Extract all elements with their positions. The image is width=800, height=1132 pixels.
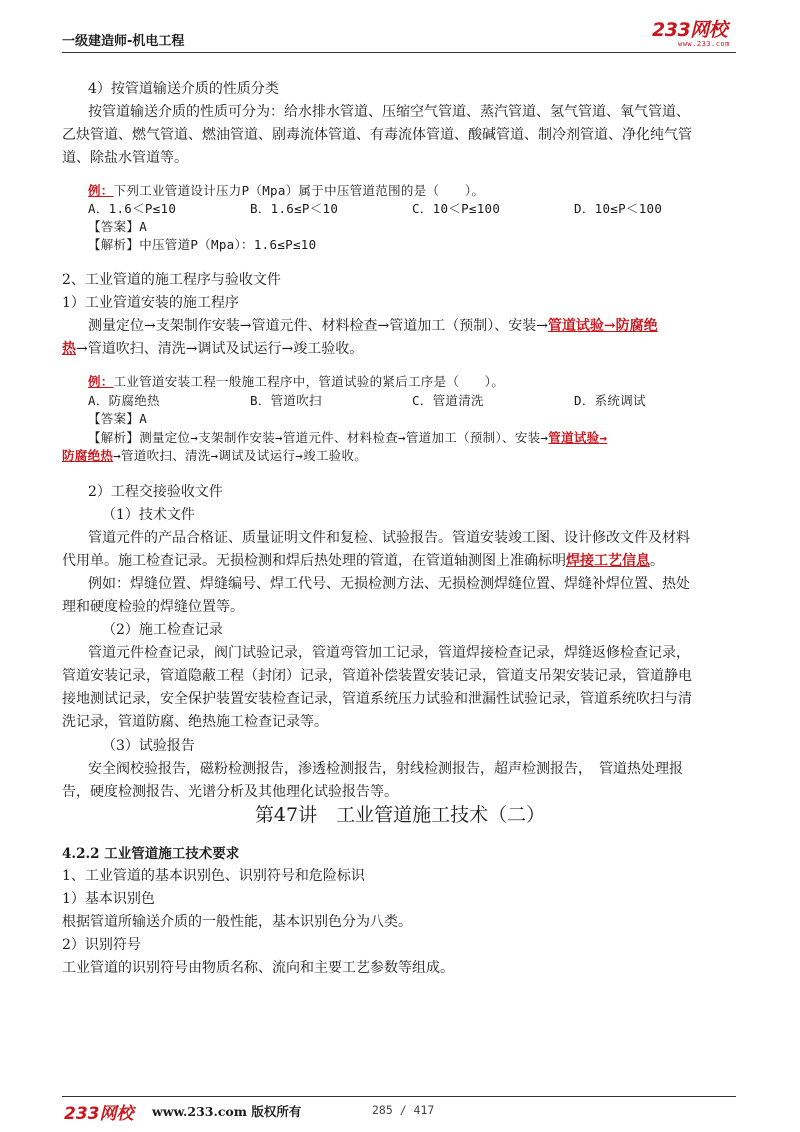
example-label: 例： [88, 183, 114, 198]
subsection-heading: 2）工程交接验收文件 [88, 484, 223, 500]
subsection-heading: （1）技术文件 [102, 507, 195, 523]
paragraph-line: 管道元件的产品合格证、质量证明文件和复检、试验报告。管道安装竣工图、设计修改文件及材料 [88, 530, 690, 546]
paragraph-line: 乙炔管道、燃气管道、燃油管道、剧毒流体管道、有毒流体管道、酸碱管道、制冷剂管道、净化纯气管 [62, 127, 692, 143]
option-d: D．系统调试 [574, 393, 646, 408]
paragraph-line: 理和硬度检验的焊缝位置等。 [62, 599, 244, 615]
paragraph-line: 管道安装记录，管道隐蔽工程（封闭）记录，管道补偿装置安装记录，管道支吊架安装记录，管道静电 [62, 668, 692, 684]
subsection-heading: （3）试验报告 [102, 738, 195, 754]
option-a: A．1.6＜P≤10 [88, 201, 177, 216]
example-question: 例：工业管道安装工程一般施工程序中，管道试验的紧后工序是（ ）。 [88, 374, 505, 389]
paragraph-line: 安全阀校验报告，磁粉检测报告，渗透检测报告，射线检测报告，超声检测报告， 管道热处理报 [88, 761, 683, 777]
highlight-text: 防腐绝热 [62, 448, 114, 463]
option-b: B．管道吹扫 [250, 393, 322, 408]
highlight-text: 焊接工艺信息 [566, 553, 650, 569]
highlight-text: 热 [62, 341, 76, 357]
page-header-title: 一级建造师-机电工程 [62, 34, 185, 49]
brand-logo-url: www.233.com [678, 40, 730, 48]
highlight-text: 管道试验→防腐绝 [547, 318, 658, 334]
highlight-text: 管道试验→ [548, 430, 608, 445]
paragraph-line: 测量定位→支架制作安装→管道元件、材料检查→管道加工（预制）、安装→管道试验→防腐绝 [88, 318, 658, 334]
paragraph-line: 代用单。施工检查记录。无损检测和焊后热处理的管道，在管道轴测图上准确标明焊接工艺信息。 [62, 553, 664, 569]
section-heading: 1、工业管道的基本识别色、识别符号和危险标识 [62, 868, 365, 884]
page-number: 285 / 417 [372, 1103, 435, 1117]
example-label: 例： [88, 374, 114, 389]
brand-logo-text: 233网校 [652, 19, 728, 41]
paragraph-line: 例如：焊缝位置、焊缝编号、焊工代号、无损检测方法、无损检测焊缝位置、焊缝补焊位置、热处 [88, 576, 690, 592]
paragraph-line: 道、除盐水管道等。 [62, 150, 188, 166]
subsection-heading: （2）施工检查记录 [102, 622, 223, 638]
header-divider [62, 52, 736, 53]
paragraph-line: 接地测试记录，安全保护装置安装检查记录，管道系统压力试验和泄漏性试验记录，管道系统吹扫与清 [62, 691, 692, 707]
answer-line: 【答案】A [88, 219, 148, 234]
paragraph-line: 管道元件检查记录，阀门试验记录，管道弯管加工记录，管道焊接检查记录，焊缝返修检查记录， [88, 645, 690, 661]
example-question: 例：下列工业管道设计压力P（Mpa）属于中压管道范围的是（ ）。 [88, 183, 485, 198]
section-heading: 4）按管道输送介质的性质分类 [88, 81, 279, 97]
option-b: B．1.6≤P＜10 [250, 201, 339, 216]
analysis-line: 【解析】中压管道P（Mpa）：1.6≤P≤10 [88, 237, 317, 252]
paragraph-line: 热→管道吹扫、清洗→调试及试运行→竣工验收。 [62, 341, 364, 357]
option-c: C．管道清洗 [412, 393, 484, 408]
option-d: D．10≤P＜100 [574, 201, 663, 216]
lecture-title: 第47讲 工业管道施工技术（二） [254, 804, 546, 826]
paragraph-line: 工业管道的识别符号由物质名称、流向和主要工艺参数等组成。 [62, 960, 454, 976]
paragraph-line: 按管道输送介质的性质可分为：给水排水管道、压缩空气管道、蒸汽管道、氢气管道、氧气管道、 [88, 104, 690, 120]
analysis-line: 【解析】测量定位→支架制作安装→管道元件、材料检查→管道加工（预制）、安装→管道试验→ [88, 430, 608, 445]
paragraph-line: 根据管道所输送介质的一般性能，基本识别色分为八类。 [62, 914, 412, 930]
footer-site: www.233.com 版权所有 [152, 1104, 302, 1119]
subsection-heading: 1）工业管道安装的施工程序 [62, 295, 239, 311]
option-c: C．10＜P≤100 [412, 201, 501, 216]
section-heading: 4.2.2 工业管道施工技术要求 [62, 846, 240, 862]
subsection-heading: 1）基本识别色 [62, 891, 155, 907]
section-heading: 2、工业管道的施工程序与验收文件 [62, 272, 281, 288]
paragraph-line: 洗记录，管道防腐、绝热施工检查记录等。 [62, 714, 328, 730]
answer-line: 【答案】A [88, 411, 148, 426]
paragraph-line: 告，硬度检测报告、光谱分析及其他理化试验报告等。 [62, 784, 398, 800]
footer-divider [62, 1096, 736, 1097]
brand-logo [652, 20, 732, 48]
analysis-line: 防腐绝热→管道吹扫、清洗→调试及试运行→竣工验收。 [62, 448, 368, 463]
subsection-heading: 2）识别符号 [62, 937, 141, 953]
footer-logo: 233网校 [64, 1104, 134, 1124]
option-a: A．防腐绝热 [88, 393, 160, 408]
